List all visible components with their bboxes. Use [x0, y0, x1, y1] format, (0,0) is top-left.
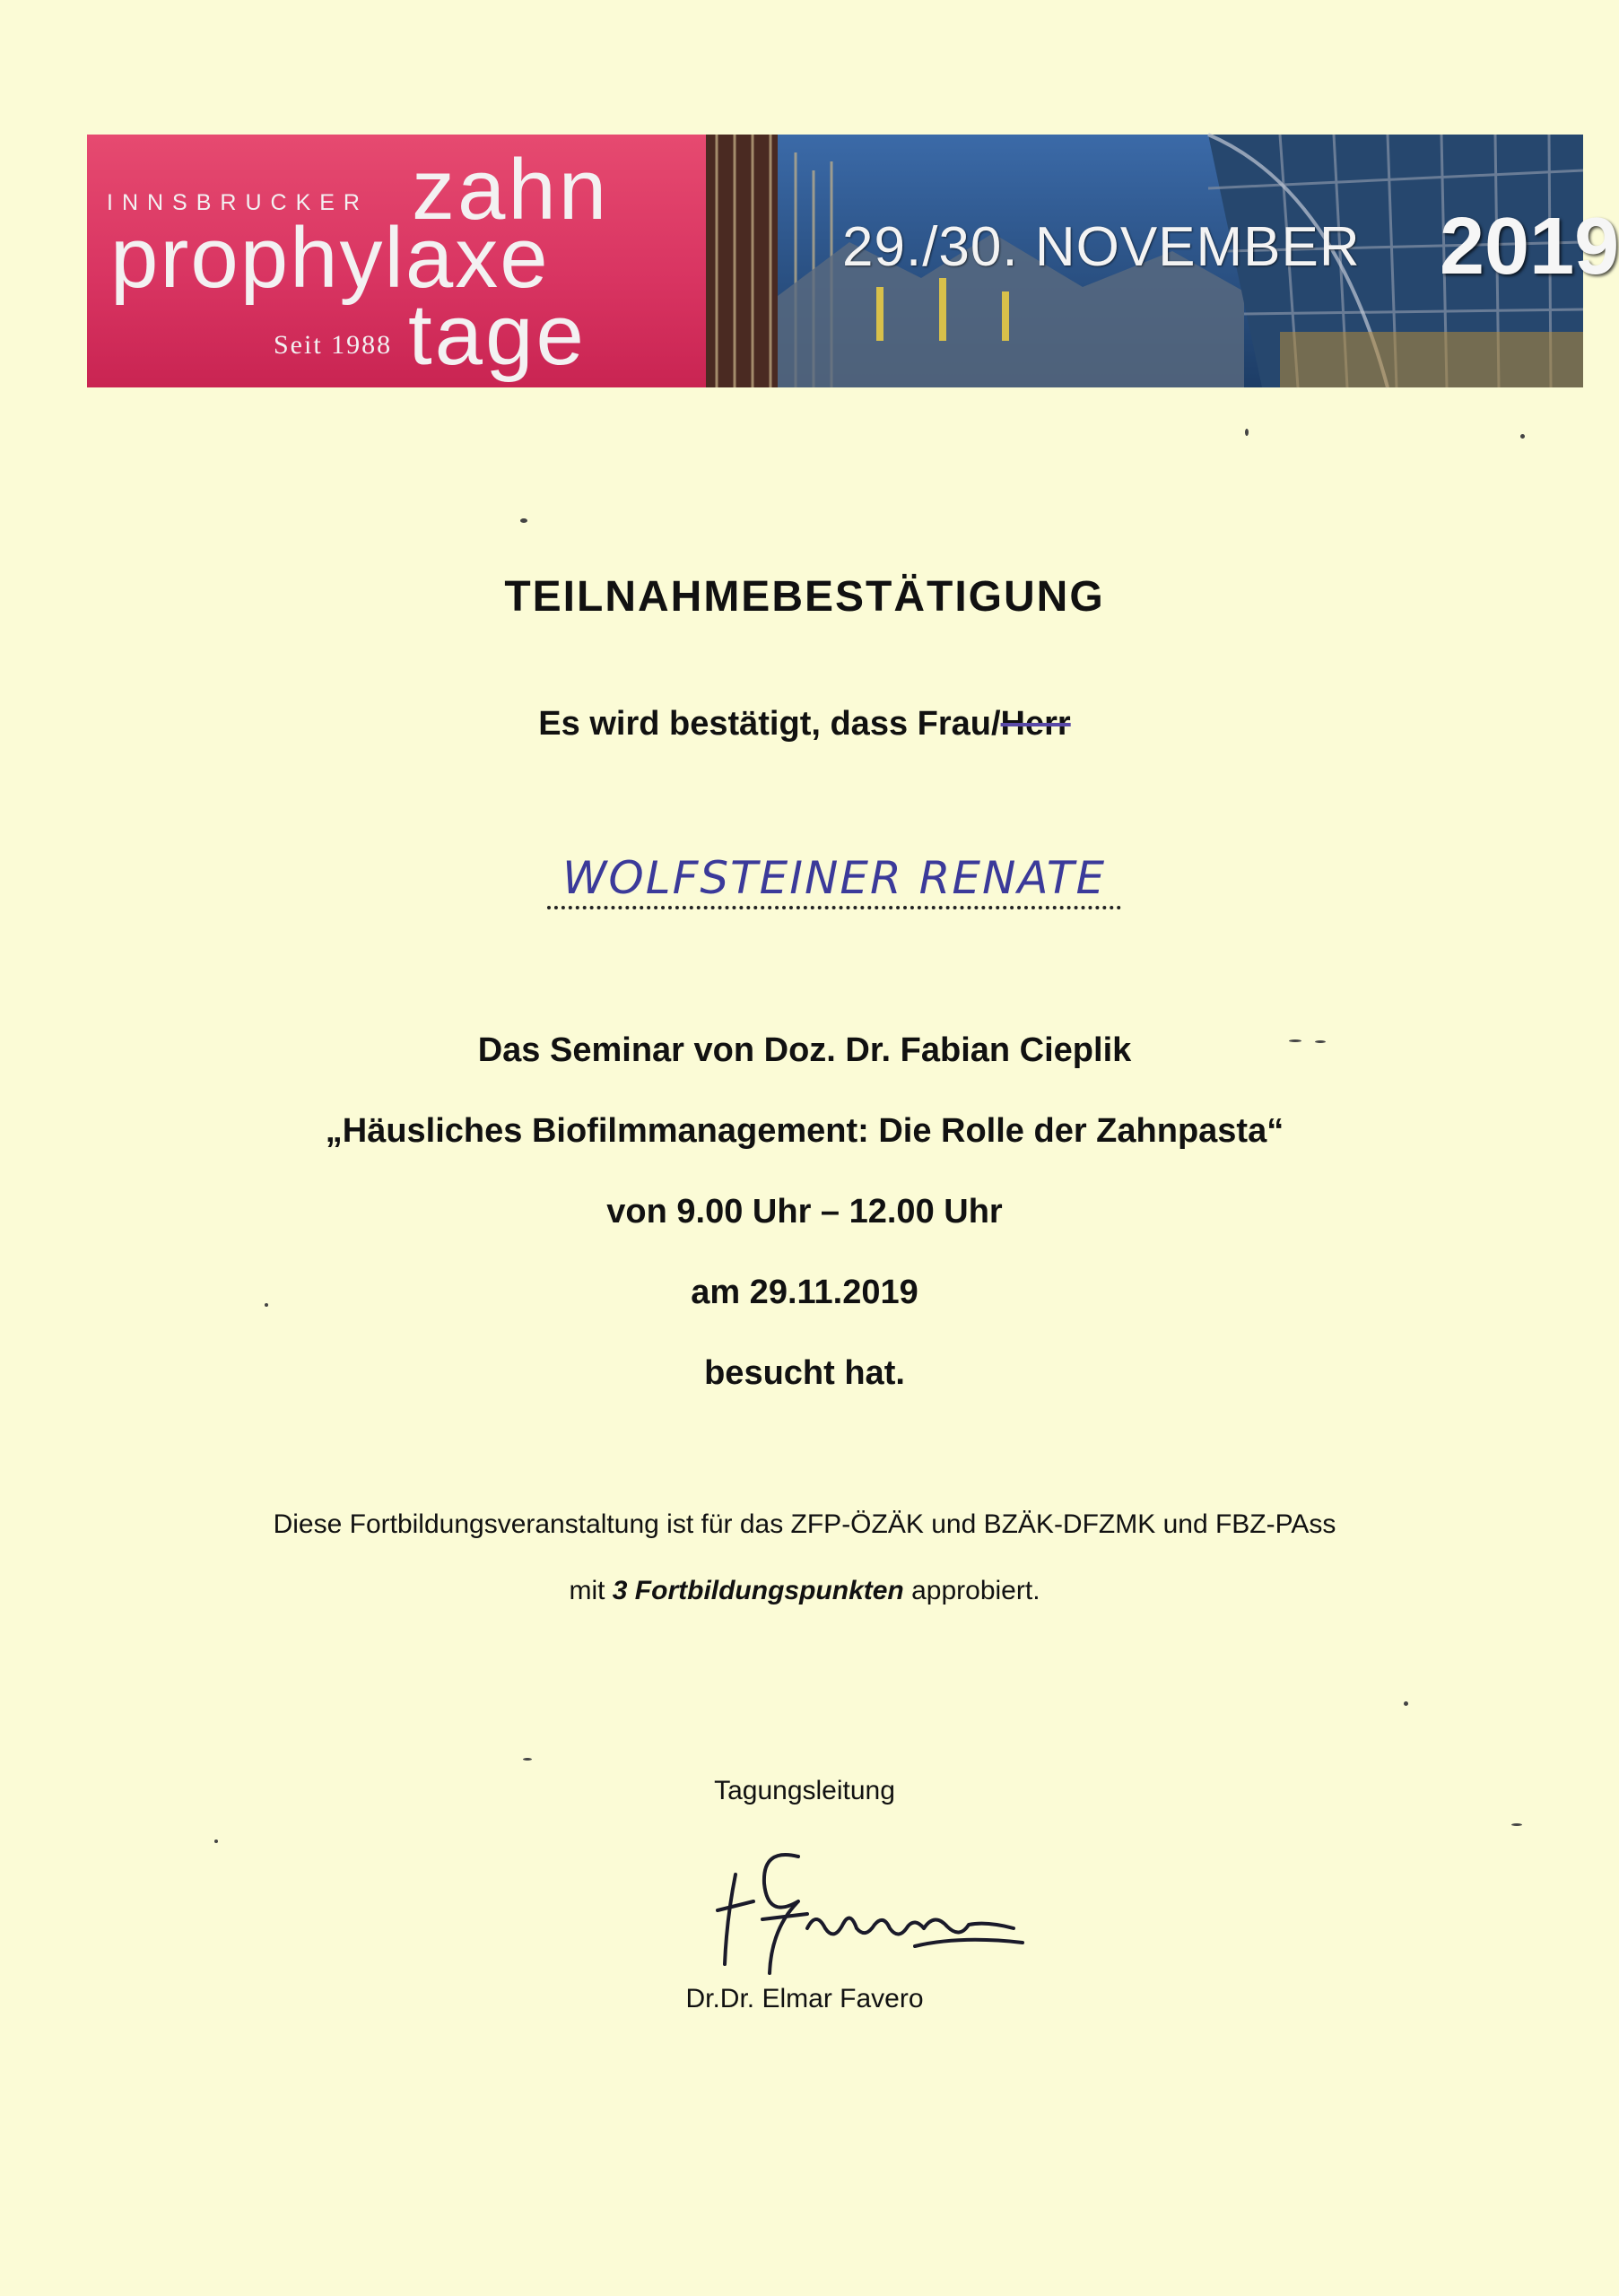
event-year: 2019 [1440, 202, 1619, 291]
signer-name: Dr.Dr. Elmar Favero [685, 1984, 924, 2013]
scan-speck [1245, 429, 1249, 436]
seminar-time: von 9.00 Uhr – 12.00 Uhr [606, 1193, 1003, 1231]
scan-speck [265, 1303, 268, 1307]
committee-label: Tagungsleitung [714, 1776, 895, 1805]
brand-innsbrucker: INNSBRUCKER [107, 190, 369, 215]
points-value: 3 Fortbildungspunkten [612, 1576, 904, 1605]
accreditation-text: Diese Fortbildungsveranstaltung ist für das ZFP-ÖZÄK und BZÄK-DFZMK und FBZ-PAss [273, 1509, 1336, 1539]
scan-speck [214, 1839, 218, 1843]
scan-speck [523, 1758, 532, 1761]
brand-zahn: zahn [412, 142, 610, 238]
brand-since: Seit 1988 [274, 330, 393, 360]
brand-prophylaxe: prophylaxe [110, 210, 550, 306]
participant-name: WOLFSTEINER RENATE [561, 852, 1107, 904]
intro-line [0, 705, 1609, 744]
certificate-title: TEILNAHMEBESTÄTIGUNG [504, 573, 1105, 621]
intro-text: Es wird bestätigt, dass Frau/ [538, 705, 1001, 743]
scan-speck [1511, 1823, 1522, 1826]
event-dates: 29./30. NOVEMBER [842, 216, 1361, 278]
attended-line: besucht hat. [704, 1354, 905, 1392]
points-suffix: approbiert. [903, 1576, 1040, 1605]
brand-tage: tage [408, 287, 587, 383]
seminar-date: am 29.11.2019 [691, 1274, 918, 1311]
scan-speck [520, 518, 527, 523]
scan-speck [1404, 1701, 1408, 1706]
participant-name-field [538, 852, 1130, 915]
brand-logo [87, 135, 706, 387]
scan-speck [1289, 1039, 1301, 1042]
seminar-line: Das Seminar von Doz. Dr. Fabian Cieplik [477, 1031, 1132, 1069]
intro-struck-option: Herr [1000, 705, 1071, 743]
scan-speck [1520, 434, 1525, 439]
points-prefix: mit [569, 1576, 613, 1605]
dotted-line [547, 906, 1121, 909]
points-line [0, 1576, 1609, 1606]
event-banner [87, 135, 1619, 387]
banner-photo [706, 135, 1619, 387]
signature-image [700, 1839, 1058, 1982]
scan-speck [1315, 1040, 1326, 1043]
seminar-topic: „Häusliches Biofilmmanagement: Die Rolle der Zahnpasta“ [325, 1112, 1284, 1150]
